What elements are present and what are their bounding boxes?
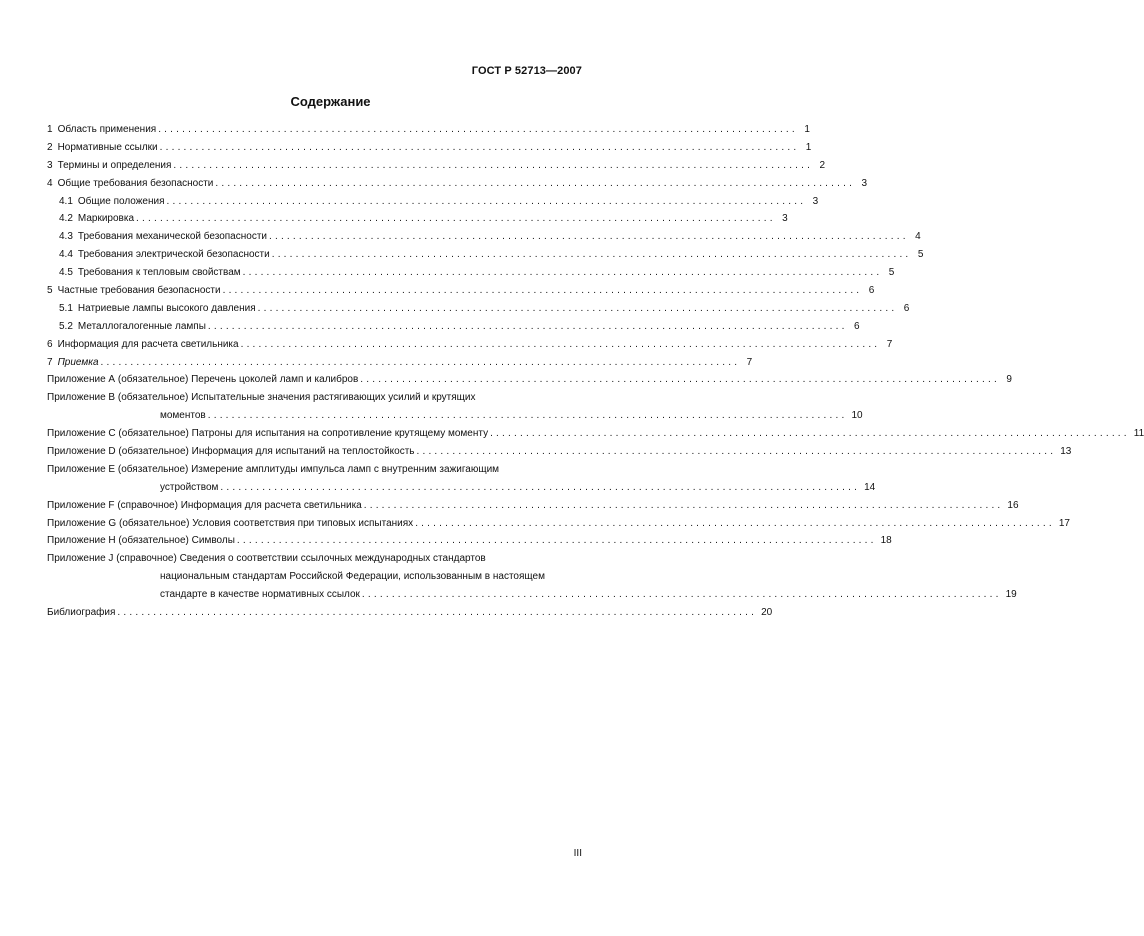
toc-page-number: 1 [804, 123, 810, 135]
toc-page-number: 7 [886, 338, 893, 350]
toc-page-number: 19 [1005, 589, 1017, 601]
toc-item-5-1[interactable]: 5.1 Натриевые лампы высокого давления ........................................................................................................... 6 [47, 300, 582, 318]
toc-annex-f[interactable]: Приложение F (справочное) Информация для расчета светильника ........................................................................................................... 16 [47, 497, 582, 515]
toc-page-number: 9 [1006, 374, 1012, 386]
toc-item-7[interactable]: 7 Приемка ........................................................................................................... 7 [47, 354, 582, 372]
toc-page-number: 6 [854, 320, 860, 332]
leader-dots: ........................................................................................................... [136, 213, 776, 225]
toc-annex-g[interactable]: Приложение G (обязательное) Условия соответствия при типовых испытаниях ........................................................................................................... 17 [47, 515, 582, 533]
leader-dots: ........................................................................................................... [242, 267, 883, 279]
toc-page-number: 4 [915, 231, 921, 243]
toc-item-4[interactable]: 4 Общие требования безопасности ........................................................................................................... 3 [47, 175, 582, 193]
toc-item-3[interactable]: 3 Термины и определения ........................................................................................................... 2 [47, 157, 582, 175]
leader-dots: ........................................................................................................... [240, 338, 881, 350]
toc-item-4-3[interactable]: 4.3 Требования механической безопасности ........................................................................................................... 4 [47, 228, 582, 246]
toc-page-number: 17 [1058, 517, 1070, 529]
toc-page-number: 14 [864, 481, 876, 493]
toc-page-number: 10 [851, 410, 863, 422]
leader-dots: ........................................................................................................... [159, 141, 800, 153]
leader-dots: ........................................................................................................... [166, 195, 807, 207]
standard-number: ГОСТ Р 52713—2007 [471, 65, 582, 77]
toc-item-2[interactable]: 2 Нормативные ссылки ........................................................................................................... 1 [47, 139, 582, 157]
toc-item-4-1[interactable]: 4.1 Общие положения ........................................................................................................... 3 [47, 193, 582, 211]
toc-page-number: 7 [746, 356, 753, 368]
table-of-contents [47, 121, 1144, 622]
toc-page-number: 2 [819, 159, 826, 171]
toc-item-1[interactable]: 1 Область применения ........................................................................................................... 1 [47, 121, 582, 139]
toc-page-number: 3 [782, 213, 788, 225]
toc-annex-d[interactable]: Приложение D (обязательное) Информация для испытаний на теплостойкость ........................................................................................................... 13 [47, 443, 582, 461]
leader-dots: ........................................................................................................... [360, 374, 1000, 386]
toc-annex-c[interactable]: Приложение С (обязательное) Патроны для испытания на сопротивление крутящему моменту ........................................................................................................... 11 [47, 425, 582, 443]
toc-item-4-4[interactable]: 4.4 Требования электрической безопасности ........................................................................................................... 5 [47, 246, 582, 264]
toc-annex-b[interactable]: Приложение В (обязательное) Испытательные значения растягивающих усилий и крутящих моментов ........................................................................................................... 10 [47, 389, 582, 425]
toc-page-number: 6 [868, 285, 875, 296]
leader-dots: ........................................................................................................... [257, 302, 898, 314]
leader-dots: ........................................................................................................... [117, 607, 758, 619]
toc-page-number: 20 [761, 607, 773, 619]
toc-page-number: 5 [888, 267, 895, 279]
leader-dots: ........................................................................................................... [236, 535, 877, 547]
toc-annex-e[interactable]: Приложение Е (обязательное) Измерение амплитуды импульса ламп с внутренним зажигающим устройством ........................................................................................................... 14 [47, 461, 582, 497]
toc-page-number: 11 [1133, 428, 1144, 440]
leader-dots: ........................................................................................................... [490, 428, 1130, 440]
leader-dots: ........................................................................................................... [207, 320, 848, 332]
toc-annex-j[interactable]: Приложение J (справочное) Сведения о соответствии ссылочных международных стандартов национальным стандартам Российской Федерации, использованным в настоящем стандарте в качестве нормативных ссылок ........................................................................................................... 19 [47, 550, 582, 604]
leader-dots: ........................................................................................................... [416, 446, 1057, 458]
leader-dots: ........................................................................................................... [173, 159, 814, 171]
leader-dots: ........................................................................................................... [415, 517, 1055, 529]
toc-annex-h[interactable]: Приложение Н (обязательное) Символы ........................................................................................................... 18 [47, 532, 582, 550]
toc-page-number: 5 [917, 249, 924, 261]
leader-dots: ........................................................................................................... [363, 499, 1004, 511]
toc-item-5-2[interactable]: 5.2 Металлогалогенные лампы ........................................................................................................... 6 [47, 318, 582, 336]
leader-dots: ........................................................................................................... [215, 177, 856, 189]
toc-page-number: 16 [1007, 499, 1019, 511]
toc-page-number: 1 [805, 141, 812, 153]
toc-bibliography[interactable]: Библиография ........................................................................................................... 20 [47, 604, 582, 622]
leader-dots: ........................................................................................................... [207, 410, 848, 422]
toc-item-5[interactable]: 5 Частные требования безопасности ........................................................................................................... 6 [47, 282, 582, 300]
leader-dots: ........................................................................................................... [269, 231, 909, 243]
leader-dots: ........................................................................................................... [271, 249, 912, 261]
leader-dots: ........................................................................................................... [361, 589, 1002, 601]
toc-page-number: 3 [812, 195, 819, 207]
toc-item-4-2[interactable]: 4.2 Маркировка ........................................................................................................... 3 [47, 210, 582, 228]
leader-dots: ........................................................................................................... [220, 481, 861, 493]
page-title: Содержание [290, 94, 371, 109]
leader-dots: ........................................................................................................... [222, 285, 863, 296]
leader-dots: ........................................................................................................... [100, 356, 741, 368]
toc-annex-a[interactable]: Приложение А (обязательное) Перечень цоколей ламп и калибров ........................................................................................................... 9 [47, 371, 582, 389]
page-number-roman: III [573, 848, 582, 859]
toc-page-number: 3 [861, 177, 868, 189]
toc-page-number: 13 [1060, 446, 1072, 458]
toc-item-4-5[interactable]: 4.5 Требования к тепловым свойствам ........................................................................................................... 5 [47, 264, 582, 282]
toc-page-number: 6 [903, 302, 910, 314]
toc-page-number: 18 [880, 535, 892, 547]
leader-dots: ........................................................................................................... [158, 123, 798, 135]
toc-item-6[interactable]: 6 Информация для расчета светильника ........................................................................................................... 7 [47, 336, 582, 354]
